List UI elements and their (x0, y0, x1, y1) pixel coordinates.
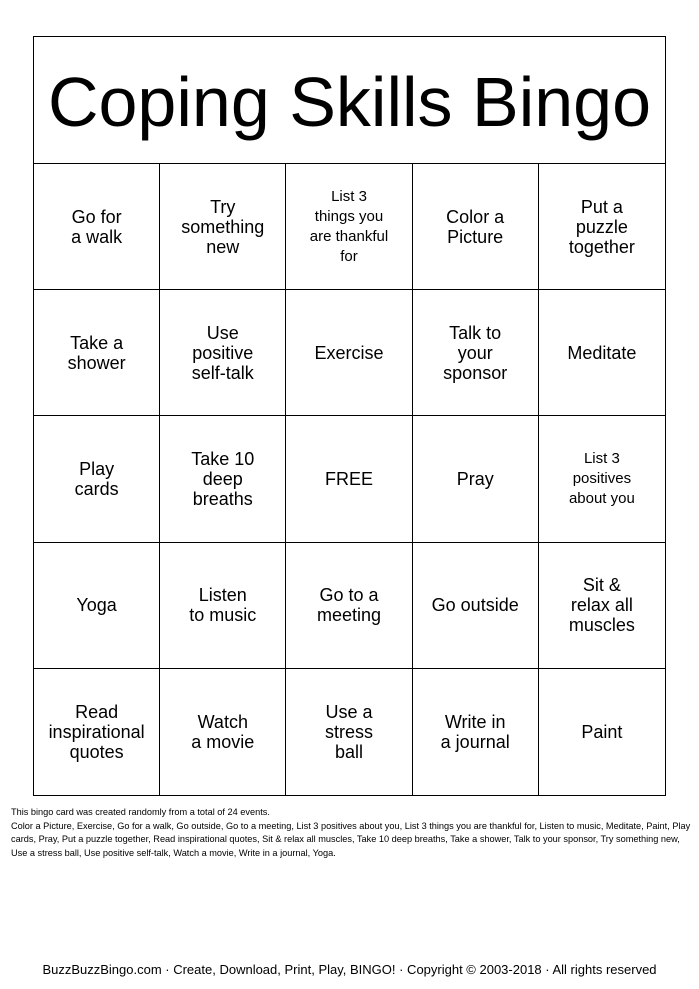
bingo-cell-text: Listen to music (189, 585, 257, 626)
bingo-cell (160, 290, 286, 416)
footnote-event-list: Color a Picture, Exercise, Go for a walk, Go outside, Go to a meeting, List 3 positives about you, List 3 things you are thankful for, Listen to music, Meditate, Paint, Play cards, Pray, Put a puzzle together, Read inspirational quotes, Sit & relax all muscles, Take 10 deep breaths, Take a shower, Talk to your sponsor, Try something new, Use a stress ball, Use positive self-talk, Watch a movie, Write in a journal, Yoga. (11, 820, 691, 858)
bingo-cell (34, 669, 160, 795)
bingo-cell (34, 543, 160, 669)
bingo-cell-text: List 3 things you are thankful for (309, 187, 389, 265)
bingo-cell (413, 164, 539, 290)
bingo-cell (413, 416, 539, 542)
bingo-cell (539, 416, 665, 542)
bingo-cell-text: Paint (581, 721, 623, 742)
bingo-cell-text: Play cards (74, 458, 119, 499)
bingo-cell (539, 290, 665, 416)
bingo-cell-text: FREE (324, 468, 373, 489)
bingo-cell (34, 290, 160, 416)
title-row (34, 37, 665, 164)
bingo-cell-text: Exercise (314, 342, 384, 363)
bingo-cell-text: Try something new (181, 196, 265, 257)
bingo-cell-text: Take a shower (67, 332, 126, 373)
bingo-cell (413, 543, 539, 669)
bingo-cell (286, 416, 412, 542)
bingo-cell-text: Go outside (431, 595, 519, 616)
bingo-cell-text: Read inspirational quotes (48, 701, 145, 762)
bingo-cell (413, 669, 539, 795)
footnote (11, 806, 691, 860)
bingo-cell-text: Use a stress ball (324, 701, 373, 762)
bingo-cell-text: Meditate (567, 342, 637, 363)
bingo-cell-text: List 3 positives about you (568, 449, 635, 507)
bingo-grid (34, 164, 665, 795)
bingo-cell-text: Take 10 deep breaths (191, 448, 255, 509)
bingo-cell-text: Put a puzzle together (568, 196, 635, 257)
bingo-cell-text: Color a Picture (446, 206, 505, 247)
bingo-cell (160, 669, 286, 795)
bingo-card (33, 36, 666, 796)
page-title: Coping Skills Bingo (47, 63, 652, 141)
bingo-cell-text: Talk to your sponsor (443, 322, 508, 383)
bingo-cell (539, 164, 665, 290)
bingo-cell (539, 669, 665, 795)
bingo-cell (160, 416, 286, 542)
bingo-cell (286, 290, 412, 416)
bingo-cell (286, 669, 412, 795)
bingo-cell (539, 543, 665, 669)
bingo-cell-text: Pray (456, 468, 494, 489)
bingo-cell (286, 164, 412, 290)
bingo-cell-text: Use positive self-talk (191, 322, 254, 383)
bingo-cell-text: Yoga (76, 595, 117, 616)
bingo-cell-text: Write in a journal (440, 711, 510, 752)
bingo-cell-text: Watch a movie (191, 711, 255, 752)
bingo-cell (160, 543, 286, 669)
bingo-cell (34, 164, 160, 290)
footnote-summary: This bingo card was created randomly from a total of 24 events. (11, 807, 270, 817)
bingo-cell-text: Sit & relax all muscles (568, 575, 635, 636)
bingo-cell (160, 164, 286, 290)
bingo-cell (413, 290, 539, 416)
footer-copyright: BuzzBuzzBingo.com · Create, Download, Print, Play, BINGO! · Copyright © 2003-2018 · All rights reserved (42, 962, 657, 977)
bingo-cell-text: Go for a walk (71, 206, 123, 247)
bingo-cell-text: Go to a meeting (316, 585, 382, 626)
bingo-cell (286, 543, 412, 669)
bingo-cell (34, 416, 160, 542)
